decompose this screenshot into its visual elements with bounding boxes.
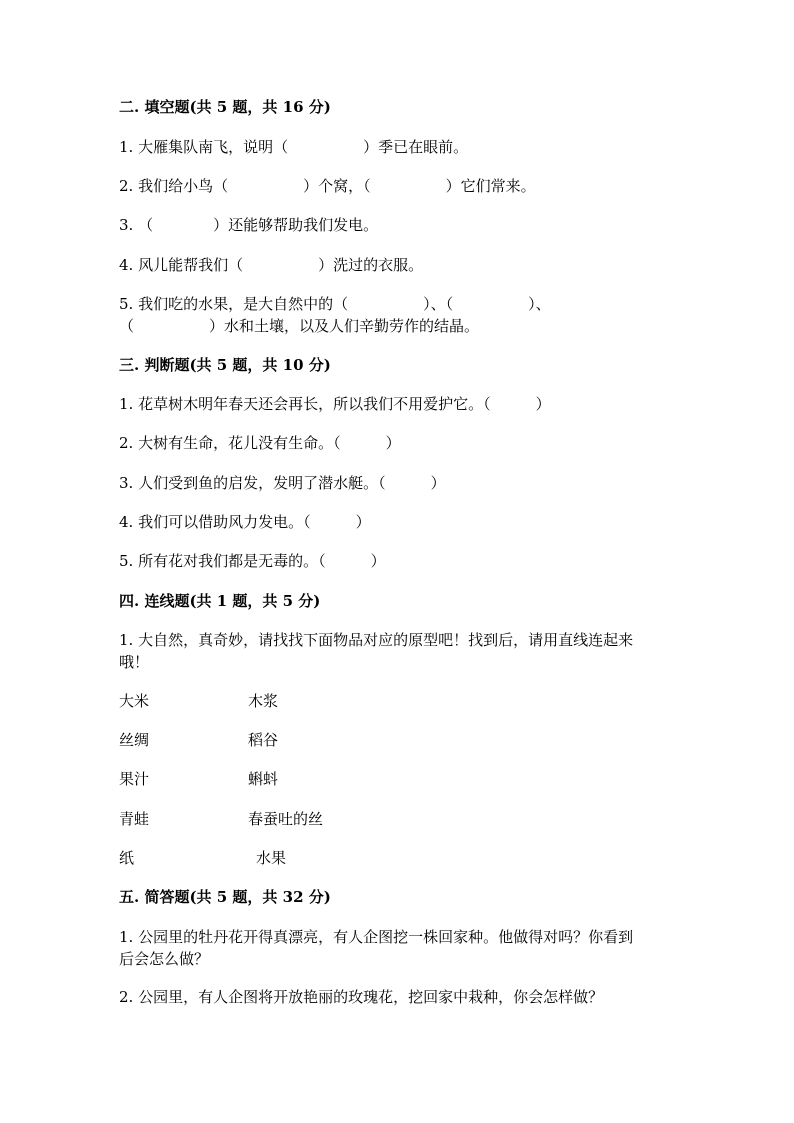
judge-question-1: 1. 花草树木明年春天还会再长，所以我们不用爱护它。（ ）	[119, 395, 551, 413]
fill-question-4: 4. 风儿能帮我们（ ）洗过的衣服。	[119, 256, 424, 274]
match-question-1-line-2: 哦！	[119, 653, 150, 671]
short-answer-question-2: 2. 公园里，有人企图将开放艳丽的玫瑰花，挖回家中栽种，你会怎样做？	[119, 988, 604, 1006]
match-right-item: 春蚕吐的丝	[248, 810, 324, 828]
match-right-item: 稻谷	[248, 731, 279, 749]
match-left-item: 大米	[119, 692, 150, 710]
match-right-item: 蝌蚪	[248, 770, 279, 788]
fill-question-5-line-2: （ ）水和土壤，以及人们辛勤劳作的结晶。	[119, 317, 480, 335]
short-answer-question-1-line-2: 后会怎么做？	[119, 950, 210, 968]
fill-question-3: 3. （ ）还能够帮助我们发电。	[119, 216, 379, 234]
judge-question-3: 3. 人们受到鱼的启发，发明了潜水艇。（ ）	[119, 474, 446, 492]
judge-question-2: 2. 大树有生命，花儿没有生命。（ ）	[119, 434, 401, 452]
match-question-1-line-1: 1. 大自然，真奇妙，请找找下面物品对应的原型吧！找到后，请用直线连起来	[119, 631, 634, 649]
fill-question-2: 2. 我们给小鸟（ ）个窝，（ ）它们常来。	[119, 177, 536, 195]
match-right-item: 木浆	[248, 692, 279, 710]
section-3-heading: 三. 判断题(共 5 题，共 10 分)	[119, 356, 331, 374]
short-answer-question-1-line-1: 1. 公园里的牡丹花开得真漂亮，有人企图挖一株回家种。他做得对吗？你看到	[119, 928, 634, 946]
match-left-item: 丝绸	[119, 731, 150, 749]
match-right-item: 水果	[256, 849, 287, 867]
fill-question-5-line-1: 5. 我们吃的水果，是大自然中的（ ）、（ ）、	[119, 295, 551, 313]
fill-question-1: 1. 大雁集队南飞，说明（ ）季已在眼前。	[119, 138, 469, 156]
section-4-heading: 四. 连线题(共 1 题，共 5 分)	[119, 592, 321, 610]
match-left-item: 青蛙	[119, 810, 150, 828]
section-2-heading: 二. 填空题(共 5 题，共 16 分)	[119, 98, 331, 116]
judge-question-4: 4. 我们可以借助风力发电。（ ）	[119, 513, 371, 531]
match-left-item: 果汁	[119, 770, 150, 788]
judge-question-5: 5. 所有花对我们都是无毒的。（ ）	[119, 552, 386, 570]
match-left-item: 纸	[119, 849, 135, 867]
section-5-heading: 五. 简答题(共 5 题，共 32 分)	[119, 888, 331, 906]
